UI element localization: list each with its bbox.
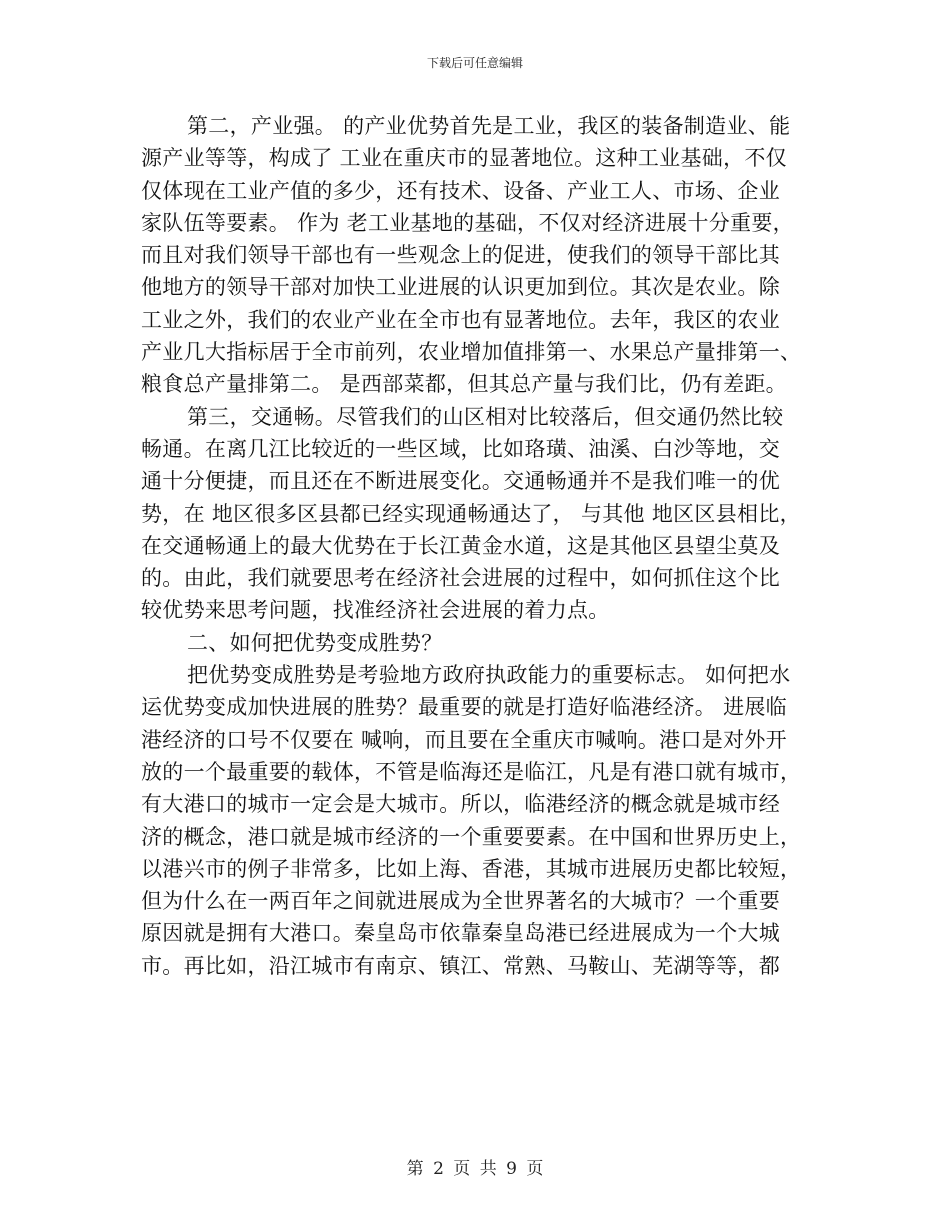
text-line: 济的概念，港口就是城市经济的一个重要要素。在中国和世界历史上， (141, 824, 802, 849)
text-line: 通十分便捷，而且还在不断进展变化。交通畅通并不是我们唯一的优 (141, 469, 780, 494)
body-text (141, 110, 821, 982)
text-line: 的。由此，我们就要思考在经济社会进展的过程中，如何抓住这个比 (141, 566, 780, 591)
text-line: 仅体现在工业产值的多少，还有技术、设备、产业工人、市场、企业 (141, 178, 780, 203)
section-heading (141, 627, 821, 659)
page-footer: 第 2 页 共 9 页 (406, 1159, 544, 1179)
text-line: 在交通畅通上的最大优势在于长江黄金水道，这是其他区县望尘莫及 (141, 533, 780, 558)
text-line: 第二，产业强。 的产业优势首先是工业，我区的装备制造业、能 (187, 114, 791, 138)
text-line: 把优势变成胜势是考验地方政府执政能力的重要标志。 如何把水 (187, 663, 791, 688)
text-line: 工业之外，我们的农业产业在全市也有显著地位。去年，我区的农业 (141, 307, 780, 332)
text-line: 源产业等等，构成了 工业在重庆市的显著地位。这种工业基础，不仅 (141, 146, 787, 171)
text-line: 港经济的口号不仅要在 喊响，而且要在全重庆市喊响。港口是对外开 (141, 727, 787, 752)
text-line: 但为什么在一两百年之间就进展成为全世界著名的大城市？一个重要 (141, 889, 780, 914)
text-line: 而且对我们领导干部也有一些观念上的促进，使我们的领导干部比其 (141, 243, 780, 268)
page-header: 下载后可任意编辑 (426, 56, 523, 70)
paragraph-industry (141, 110, 821, 401)
text-line: 以港兴市的例子非常多，比如上海、香港，其城市进展历史都比较短， (141, 856, 802, 881)
paragraph-transport (141, 401, 821, 627)
text-line: 原因就是拥有大港口。秦皇岛市依靠秦皇岛港已经进展成为一个大城 (141, 921, 780, 946)
text-line: 运优势变成加快进展的胜势？最重要的就是打造好临港经济。 进展临 (141, 695, 787, 720)
text-line: 有大港口的城市一定会是大城市。所以，临港经济的概念就是城市经 (141, 792, 780, 817)
text-line: 放的一个最重要的载体，不管是临海还是临江，凡是有港口就有城市， (141, 759, 802, 784)
text-line: 粮食总产量排第二。 是西部菜都，但其总产量与我们比，仍有差距。 (141, 372, 787, 397)
text-line: 他地方的领导干部对加快工业进展的认识更加到位。其次是农业。除 (141, 275, 780, 300)
text-line: 第三，交通畅。尽管我们的山区相对比较落后，但交通仍然比较 (187, 404, 784, 429)
text-line: 家队伍等要素。 作为 老工业基地的基础，不仅对经济进展十分重要， (141, 210, 794, 235)
paragraph-port-economy (141, 659, 821, 982)
text-line: 势，在 地区很多区县都已经实现通畅通达了， 与其他 地区区县相比， (141, 501, 801, 526)
text-line: 较优势来思考问题，找准经济社会进展的着力点。 (141, 598, 610, 623)
text-line: 畅通。在离几江比较近的一些区域，比如珞璜、油溪、白沙等地，交 (141, 436, 780, 461)
heading-text: 二、如何把优势变成胜势？ (187, 630, 443, 655)
text-line: 产业几大指标居于全市前列，农业增加值排第一、水果总产量排第一、 (141, 340, 802, 365)
text-line: 市。再比如，沿江城市有南京、镇江、常熟、马鞍山、芜湖等等，都 (141, 953, 780, 978)
